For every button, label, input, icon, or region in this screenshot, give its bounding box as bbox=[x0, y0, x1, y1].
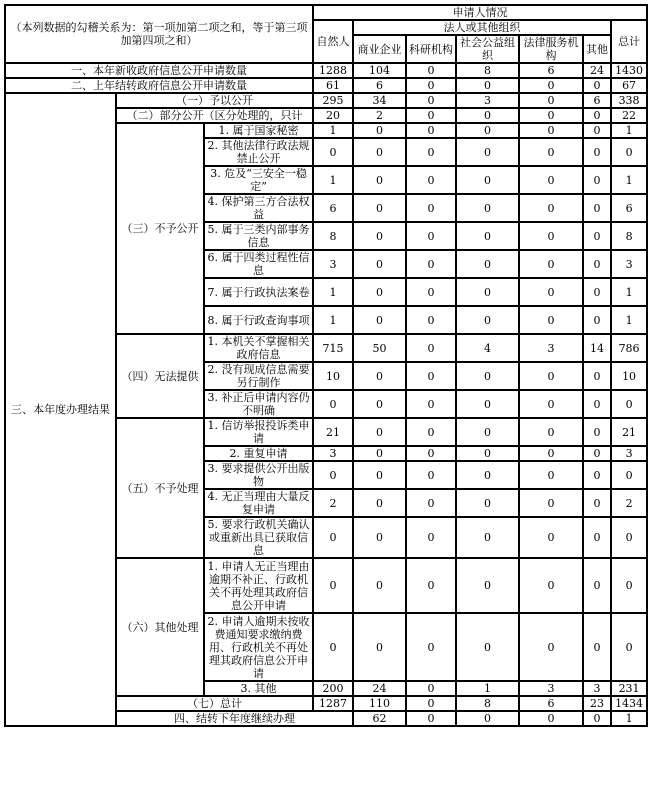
cell: 2 bbox=[313, 489, 353, 517]
cell: 231 bbox=[611, 681, 647, 696]
sub-label: 3. 其他 bbox=[204, 681, 313, 696]
cell: 6 bbox=[519, 63, 583, 78]
cell: 0 bbox=[519, 558, 583, 613]
cell: 0 bbox=[519, 250, 583, 278]
cell: 0 bbox=[406, 138, 456, 166]
col-total: 总计 bbox=[611, 20, 647, 63]
row-label-unable-to-provide: （四）无法提供 bbox=[116, 334, 204, 418]
cell: 0 bbox=[353, 390, 406, 418]
row-label-new-requests: 一、本年新收政府信息公开申请数量 bbox=[5, 63, 313, 78]
cell: 0 bbox=[519, 362, 583, 390]
row-label-other-handling: （六）其他处理 bbox=[116, 558, 204, 696]
cell: 0 bbox=[456, 418, 519, 446]
cell: 0 bbox=[406, 362, 456, 390]
table-row bbox=[5, 78, 647, 93]
sub-label: 7. 属于行政执法案卷 bbox=[204, 278, 313, 306]
col-business: 商业企业 bbox=[353, 35, 406, 63]
cell: 3 bbox=[583, 681, 611, 696]
cell: 0 bbox=[611, 461, 647, 489]
government-info-disclosure-table bbox=[4, 4, 648, 727]
cell: 23 bbox=[583, 696, 611, 711]
sub-label: 4. 无正当理由大量反复申请 bbox=[204, 489, 313, 517]
cell: 0 bbox=[456, 166, 519, 194]
cell: 8 bbox=[313, 222, 353, 250]
cell: 0 bbox=[353, 517, 406, 558]
cell: 0 bbox=[519, 517, 583, 558]
cell: 2 bbox=[353, 108, 406, 123]
col-legal-service: 法律服务机构 bbox=[519, 35, 583, 63]
sub-label: 1. 申请人无正当理由逾期不补正、行政机关不再处理其政府信息公开申请 bbox=[204, 558, 313, 613]
cell: 0 bbox=[519, 489, 583, 517]
col-natural-person: 自然人 bbox=[313, 20, 353, 63]
cell: 0 bbox=[456, 123, 519, 138]
cell: 0 bbox=[353, 138, 406, 166]
cell: 715 bbox=[313, 334, 353, 362]
cell: 8 bbox=[456, 696, 519, 711]
cell: 0 bbox=[406, 222, 456, 250]
cell: 0 bbox=[353, 558, 406, 613]
cell: 0 bbox=[611, 138, 647, 166]
cell: 0 bbox=[313, 558, 353, 613]
cell: 0 bbox=[353, 250, 406, 278]
cell: 22 bbox=[611, 108, 647, 123]
cell: 0 bbox=[353, 166, 406, 194]
cell: 0 bbox=[406, 78, 456, 93]
cell: 1287 bbox=[313, 696, 353, 711]
cell: 110 bbox=[353, 696, 406, 711]
cell: 0 bbox=[313, 613, 353, 681]
cell: 0 bbox=[456, 446, 519, 461]
cell: 3 bbox=[519, 334, 583, 362]
cell: 0 bbox=[519, 166, 583, 194]
cell: 3 bbox=[611, 250, 647, 278]
cell: 0 bbox=[456, 517, 519, 558]
cell: 0 bbox=[456, 78, 519, 93]
cell: 0 bbox=[583, 362, 611, 390]
cell: 0 bbox=[583, 517, 611, 558]
cell: 0 bbox=[583, 489, 611, 517]
cell: 338 bbox=[611, 93, 647, 108]
table-row bbox=[5, 93, 647, 108]
cell: 0 bbox=[456, 362, 519, 390]
cell: 8 bbox=[611, 222, 647, 250]
cell: 0 bbox=[583, 222, 611, 250]
cell: 0 bbox=[456, 489, 519, 517]
cell: 0 bbox=[583, 446, 611, 461]
sub-label: 3. 危及“三安全一稳定” bbox=[204, 166, 313, 194]
cell: 1434 bbox=[611, 696, 647, 711]
cell: 0 bbox=[353, 123, 406, 138]
cell: 0 bbox=[406, 517, 456, 558]
row-label-partial: （二）部分公开（区分处理的，只计 bbox=[116, 108, 313, 123]
cell: 0 bbox=[406, 390, 456, 418]
cell: 0 bbox=[406, 194, 456, 222]
cell: 0 bbox=[406, 558, 456, 613]
cell: 1 bbox=[313, 123, 353, 138]
cell: 24 bbox=[353, 681, 406, 696]
cell: 0 bbox=[353, 613, 406, 681]
row-label-carried-over: 二、上年结转政府信息公开申请数量 bbox=[5, 78, 313, 93]
cell: 0 bbox=[583, 558, 611, 613]
row-label-results: 三、本年度办理结果 bbox=[5, 93, 116, 726]
cell: 62 bbox=[353, 711, 406, 726]
cell: 1 bbox=[456, 681, 519, 696]
header-applicant-situation: 申请人情况 bbox=[313, 5, 647, 20]
cell: 0 bbox=[406, 166, 456, 194]
cell: 0 bbox=[519, 446, 583, 461]
cell: 0 bbox=[583, 278, 611, 306]
cell: 0 bbox=[406, 63, 456, 78]
cell: 1 bbox=[611, 123, 647, 138]
cell: 50 bbox=[353, 334, 406, 362]
cell: 1 bbox=[313, 306, 353, 334]
cell: 0 bbox=[519, 222, 583, 250]
cell: 1 bbox=[611, 306, 647, 334]
header-note: （本列数据的勾稽关系为：第一项加第二项之和，等于第三项加第四项之和） bbox=[5, 5, 313, 63]
cell: 0 bbox=[353, 489, 406, 517]
cell: 0 bbox=[519, 194, 583, 222]
cell: 1 bbox=[313, 166, 353, 194]
cell: 0 bbox=[456, 278, 519, 306]
cell: 0 bbox=[456, 558, 519, 613]
cell: 0 bbox=[583, 138, 611, 166]
cell: 10 bbox=[313, 362, 353, 390]
cell: 0 bbox=[353, 418, 406, 446]
cell: 0 bbox=[313, 138, 353, 166]
col-public-welfare: 社会公益组织 bbox=[456, 35, 519, 63]
sub-label: 3. 补正后申请内容仍不明确 bbox=[204, 390, 313, 418]
cell: 0 bbox=[611, 517, 647, 558]
cell: 0 bbox=[406, 278, 456, 306]
cell: 6 bbox=[583, 93, 611, 108]
sub-label: 1. 本机关不掌握相关政府信息 bbox=[204, 334, 313, 362]
cell: 0 bbox=[406, 123, 456, 138]
cell: 0 bbox=[583, 108, 611, 123]
row-label-not-disclosed: （三）不予公开 bbox=[116, 123, 204, 334]
cell: 21 bbox=[611, 418, 647, 446]
sub-label: 4. 保护第三方合法权益 bbox=[204, 194, 313, 222]
cell: 200 bbox=[313, 681, 353, 696]
cell: 20 bbox=[313, 108, 353, 123]
cell: 0 bbox=[519, 93, 583, 108]
cell: 1288 bbox=[313, 63, 353, 78]
cell: 104 bbox=[353, 63, 406, 78]
sub-label: 6. 属于四类过程性信息 bbox=[204, 250, 313, 278]
cell: 0 bbox=[406, 613, 456, 681]
cell: 786 bbox=[611, 334, 647, 362]
cell: 0 bbox=[406, 461, 456, 489]
cell: 3 bbox=[313, 250, 353, 278]
cell: 0 bbox=[611, 558, 647, 613]
cell: 0 bbox=[519, 306, 583, 334]
cell: 0 bbox=[583, 78, 611, 93]
sub-label: 2. 其他法律行政法规禁止公开 bbox=[204, 138, 313, 166]
sub-label: 8. 属于行政查询事项 bbox=[204, 306, 313, 334]
row-label-carried-forward: 四、结转下年度继续办理 bbox=[116, 711, 353, 726]
cell: 0 bbox=[456, 108, 519, 123]
sub-label: 2. 没有现成信息需要另行制作 bbox=[204, 362, 313, 390]
cell: 0 bbox=[406, 681, 456, 696]
cell: 0 bbox=[353, 194, 406, 222]
cell: 0 bbox=[456, 250, 519, 278]
cell: 3 bbox=[519, 681, 583, 696]
cell: 0 bbox=[519, 613, 583, 681]
cell: 34 bbox=[353, 93, 406, 108]
cell: 0 bbox=[519, 108, 583, 123]
col-research: 科研机构 bbox=[406, 35, 456, 63]
cell: 0 bbox=[519, 123, 583, 138]
cell: 1430 bbox=[611, 63, 647, 78]
sub-label: 1. 信访举报投诉类申请 bbox=[204, 418, 313, 446]
cell: 3 bbox=[313, 446, 353, 461]
cell: 295 bbox=[313, 93, 353, 108]
cell: 6 bbox=[519, 696, 583, 711]
cell: 0 bbox=[406, 250, 456, 278]
cell: 67 bbox=[611, 78, 647, 93]
cell: 0 bbox=[353, 461, 406, 489]
cell: 14 bbox=[583, 334, 611, 362]
cell: 0 bbox=[406, 418, 456, 446]
sub-label: 5. 属于三类内部事务信息 bbox=[204, 222, 313, 250]
cell: 0 bbox=[583, 461, 611, 489]
cell: 4 bbox=[456, 334, 519, 362]
cell: 0 bbox=[353, 306, 406, 334]
cell: 0 bbox=[456, 194, 519, 222]
cell: 0 bbox=[583, 306, 611, 334]
cell: 0 bbox=[313, 390, 353, 418]
cell: 0 bbox=[583, 613, 611, 681]
cell: 3 bbox=[611, 446, 647, 461]
cell: 0 bbox=[519, 418, 583, 446]
cell: 0 bbox=[456, 222, 519, 250]
cell: 6 bbox=[353, 78, 406, 93]
cell: 0 bbox=[406, 93, 456, 108]
cell: 0 bbox=[406, 108, 456, 123]
cell: 8 bbox=[456, 63, 519, 78]
sub-label: 5. 要求行政机关确认或重新出具已获取信息 bbox=[204, 517, 313, 558]
cell: 10 bbox=[611, 362, 647, 390]
cell: 0 bbox=[353, 446, 406, 461]
sub-label: 2. 申请人逾期未按收费通知要求缴纳费用、行政机关不再处理其政府信息公开申请 bbox=[204, 613, 313, 681]
cell: 0 bbox=[456, 390, 519, 418]
cell: 0 bbox=[456, 461, 519, 489]
col-other: 其他 bbox=[583, 35, 611, 63]
cell: 0 bbox=[611, 390, 647, 418]
cell: 24 bbox=[583, 63, 611, 78]
cell: 0 bbox=[353, 222, 406, 250]
cell: 1 bbox=[611, 711, 647, 726]
row-label-not-processed: （五）不予处理 bbox=[116, 418, 204, 558]
cell: 0 bbox=[519, 138, 583, 166]
cell: 6 bbox=[611, 194, 647, 222]
cell: 0 bbox=[406, 334, 456, 362]
row-label-total: （七）总计 bbox=[116, 696, 313, 711]
cell: 3 bbox=[456, 93, 519, 108]
cell: 0 bbox=[519, 278, 583, 306]
cell: 0 bbox=[406, 306, 456, 334]
cell: 0 bbox=[583, 711, 611, 726]
cell: 0 bbox=[456, 138, 519, 166]
sub-label: 1. 属于国家秘密 bbox=[204, 123, 313, 138]
cell: 2 bbox=[611, 489, 647, 517]
cell: 0 bbox=[456, 711, 519, 726]
cell: 0 bbox=[313, 461, 353, 489]
cell: 0 bbox=[583, 418, 611, 446]
cell: 1 bbox=[313, 278, 353, 306]
header-legal-orgs: 法人或其他组织 bbox=[353, 20, 611, 35]
row-label-disclosed: （一）予以公开 bbox=[116, 93, 313, 108]
cell: 0 bbox=[406, 489, 456, 517]
cell: 0 bbox=[611, 613, 647, 681]
cell: 0 bbox=[353, 278, 406, 306]
cell: 0 bbox=[353, 362, 406, 390]
cell: 21 bbox=[313, 418, 353, 446]
cell: 1 bbox=[611, 166, 647, 194]
sub-label: 2. 重复申请 bbox=[204, 446, 313, 461]
sub-label: 3. 要求提供公开出版物 bbox=[204, 461, 313, 489]
cell: 0 bbox=[519, 711, 583, 726]
cell: 0 bbox=[583, 250, 611, 278]
cell: 0 bbox=[406, 711, 456, 726]
table-row bbox=[5, 63, 647, 78]
cell: 0 bbox=[583, 194, 611, 222]
cell: 1 bbox=[611, 278, 647, 306]
cell: 0 bbox=[583, 166, 611, 194]
cell: 61 bbox=[313, 78, 353, 93]
cell: 0 bbox=[406, 446, 456, 461]
cell: 0 bbox=[313, 517, 353, 558]
cell: 0 bbox=[519, 461, 583, 489]
cell: 0 bbox=[406, 696, 456, 711]
cell: 0 bbox=[456, 613, 519, 681]
cell: 0 bbox=[456, 306, 519, 334]
cell: 0 bbox=[519, 390, 583, 418]
cell: 0 bbox=[519, 78, 583, 93]
cell: 6 bbox=[313, 194, 353, 222]
cell: 0 bbox=[583, 123, 611, 138]
cell: 0 bbox=[583, 390, 611, 418]
